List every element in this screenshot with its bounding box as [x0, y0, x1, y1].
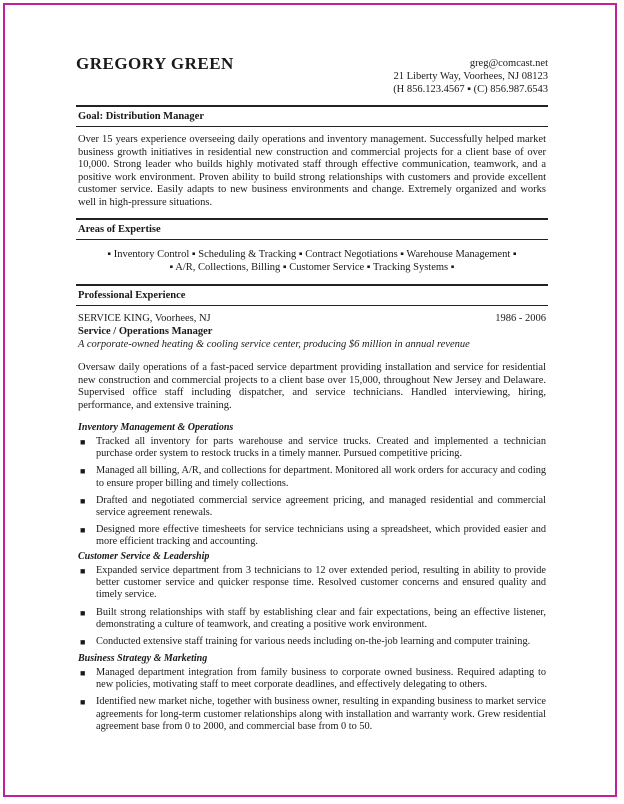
- list-item: ■ Managed all billing, A/R, and collections for department. Monitored all work orders for accuracy and coding to ensure proper billing and timely collections.: [80, 465, 546, 489]
- expertise-line: ▪ Inventory Control ▪ Scheduling & Tracking ▪ Contract Negotiations ▪ Warehouse Management ▪: [107, 249, 517, 260]
- company-name: SERVICE KING, Voorhees, NJ: [78, 313, 211, 324]
- company-description: A corporate-owned heating & cooling service center, producing $6 million in annual revenue: [78, 339, 470, 350]
- list-item: ■ Conducted extensive staff training for various needs including on-the-job learning and computer training.: [80, 636, 531, 648]
- list-item: ■ Managed department integration from family business to corporate owned business. Required adapting to new policies, motivating staff to meet corporate deadlines, and effectively delegating to others.: [80, 667, 546, 691]
- divider: [76, 239, 548, 240]
- divider: [76, 305, 548, 306]
- bullet-icon: ■: [80, 697, 86, 708]
- address-text: 21 Liberty Way, Voorhees, NJ 08123: [393, 71, 548, 82]
- job-overview: Oversaw daily operations of a fast-paced service department providing installation and service for residential new construction and commercial projects to a client base over 15,000, throughout New Jersey and Delaware. Supervised office staff including dispatcher, and service technicians. Handled interviewing, hiring, performance, and extensive training.: [78, 362, 546, 411]
- bullet-icon: ■: [80, 637, 86, 648]
- list-item: ■ Tracked all inventory for parts warehouse and service trucks. Created and implemented a technician purchase order system to restock trucks in a timely manner. Pursued competitive pricing.: [80, 436, 546, 460]
- contact-block: [393, 57, 548, 96]
- subsection-heading: Customer Service & Leadership: [78, 551, 210, 562]
- list-item: ■ Identified new market niche, together with business owner, resulting in expanding business to market service agreements for long-term customer relationships along with installation and warranty work. Grew residential agreement base from 0 to 2000, and commercial base from 0 to 50.: [80, 696, 546, 732]
- bullet-icon: ■: [80, 607, 86, 618]
- bullet-icon: ■: [80, 495, 86, 506]
- bullet-icon: ■: [80, 437, 86, 447]
- candidate-name: GREGORY GREEN: [76, 54, 234, 73]
- goal-heading: Goal: Distribution Manager: [78, 111, 204, 122]
- expertise-list: [76, 249, 548, 274]
- list-item: ■ Drafted and negotiated commercial service agreement pricing, and managed residential and commercial service agreement renewals.: [80, 494, 546, 519]
- divider: [76, 218, 548, 220]
- summary-paragraph: Over 15 years experience overseeing daily operations and inventory management. Successfully helped market business growth initiatives in residential new construction and commercial projects for a client base of over 10,000. Strong leader who builds highly motivated staff through effective communication, teamwork, and a positive work environment. Proven ability to build strong relationships with customers and provide excellent customer service. Easily adapts to new business environments and change. Extremely organized and works well in high-pressure situations.: [78, 134, 546, 208]
- bullet-icon: ■: [80, 466, 86, 477]
- experience-heading: Professional Experience: [78, 290, 186, 301]
- bullet-icon: ■: [80, 525, 86, 536]
- expertise-line: ▪ A/R, Collections, Billing ▪ Customer Service ▪ Tracking Systems ▪: [169, 261, 455, 273]
- subsection-heading: Inventory Management & Operations: [78, 422, 234, 433]
- bullet-icon: ■: [80, 566, 86, 576]
- divider: [76, 284, 548, 286]
- job-dates: 1986 - 2006: [495, 313, 546, 324]
- bullet-icon: ■: [80, 668, 86, 678]
- expertise-heading: Areas of Expertise: [78, 224, 161, 235]
- list-item: ■ Expanded service department from 3 technicians to 12 over extended period, resulting in ability to provide better customer service and quicker response time. Resolved customer concerns and ensured quality and timely service.: [80, 565, 546, 601]
- phone-text: (H 856.123.4567 ▪ (C) 856.987.6543: [393, 84, 548, 95]
- bullet-list: [78, 436, 546, 554]
- divider: [76, 105, 548, 107]
- divider: [76, 126, 548, 127]
- subsection-heading: Business Strategy & Marketing: [78, 653, 208, 664]
- email-text: greg@comcast.net: [469, 58, 548, 69]
- job-title: Service / Operations Manager: [78, 326, 213, 337]
- bullet-list: [78, 667, 546, 738]
- bullet-list: [78, 565, 546, 653]
- list-item: ■ Designed more effective timesheets for service technicians using a spreadsheet, which provided easier and more efficient tracking and accounting.: [80, 524, 546, 548]
- list-item: ■ Built strong relationships with staff by establishing clear and fair expectations, being an effective listener, demonstrating a culture of teamwork, and creating a positive work environment.: [80, 606, 546, 630]
